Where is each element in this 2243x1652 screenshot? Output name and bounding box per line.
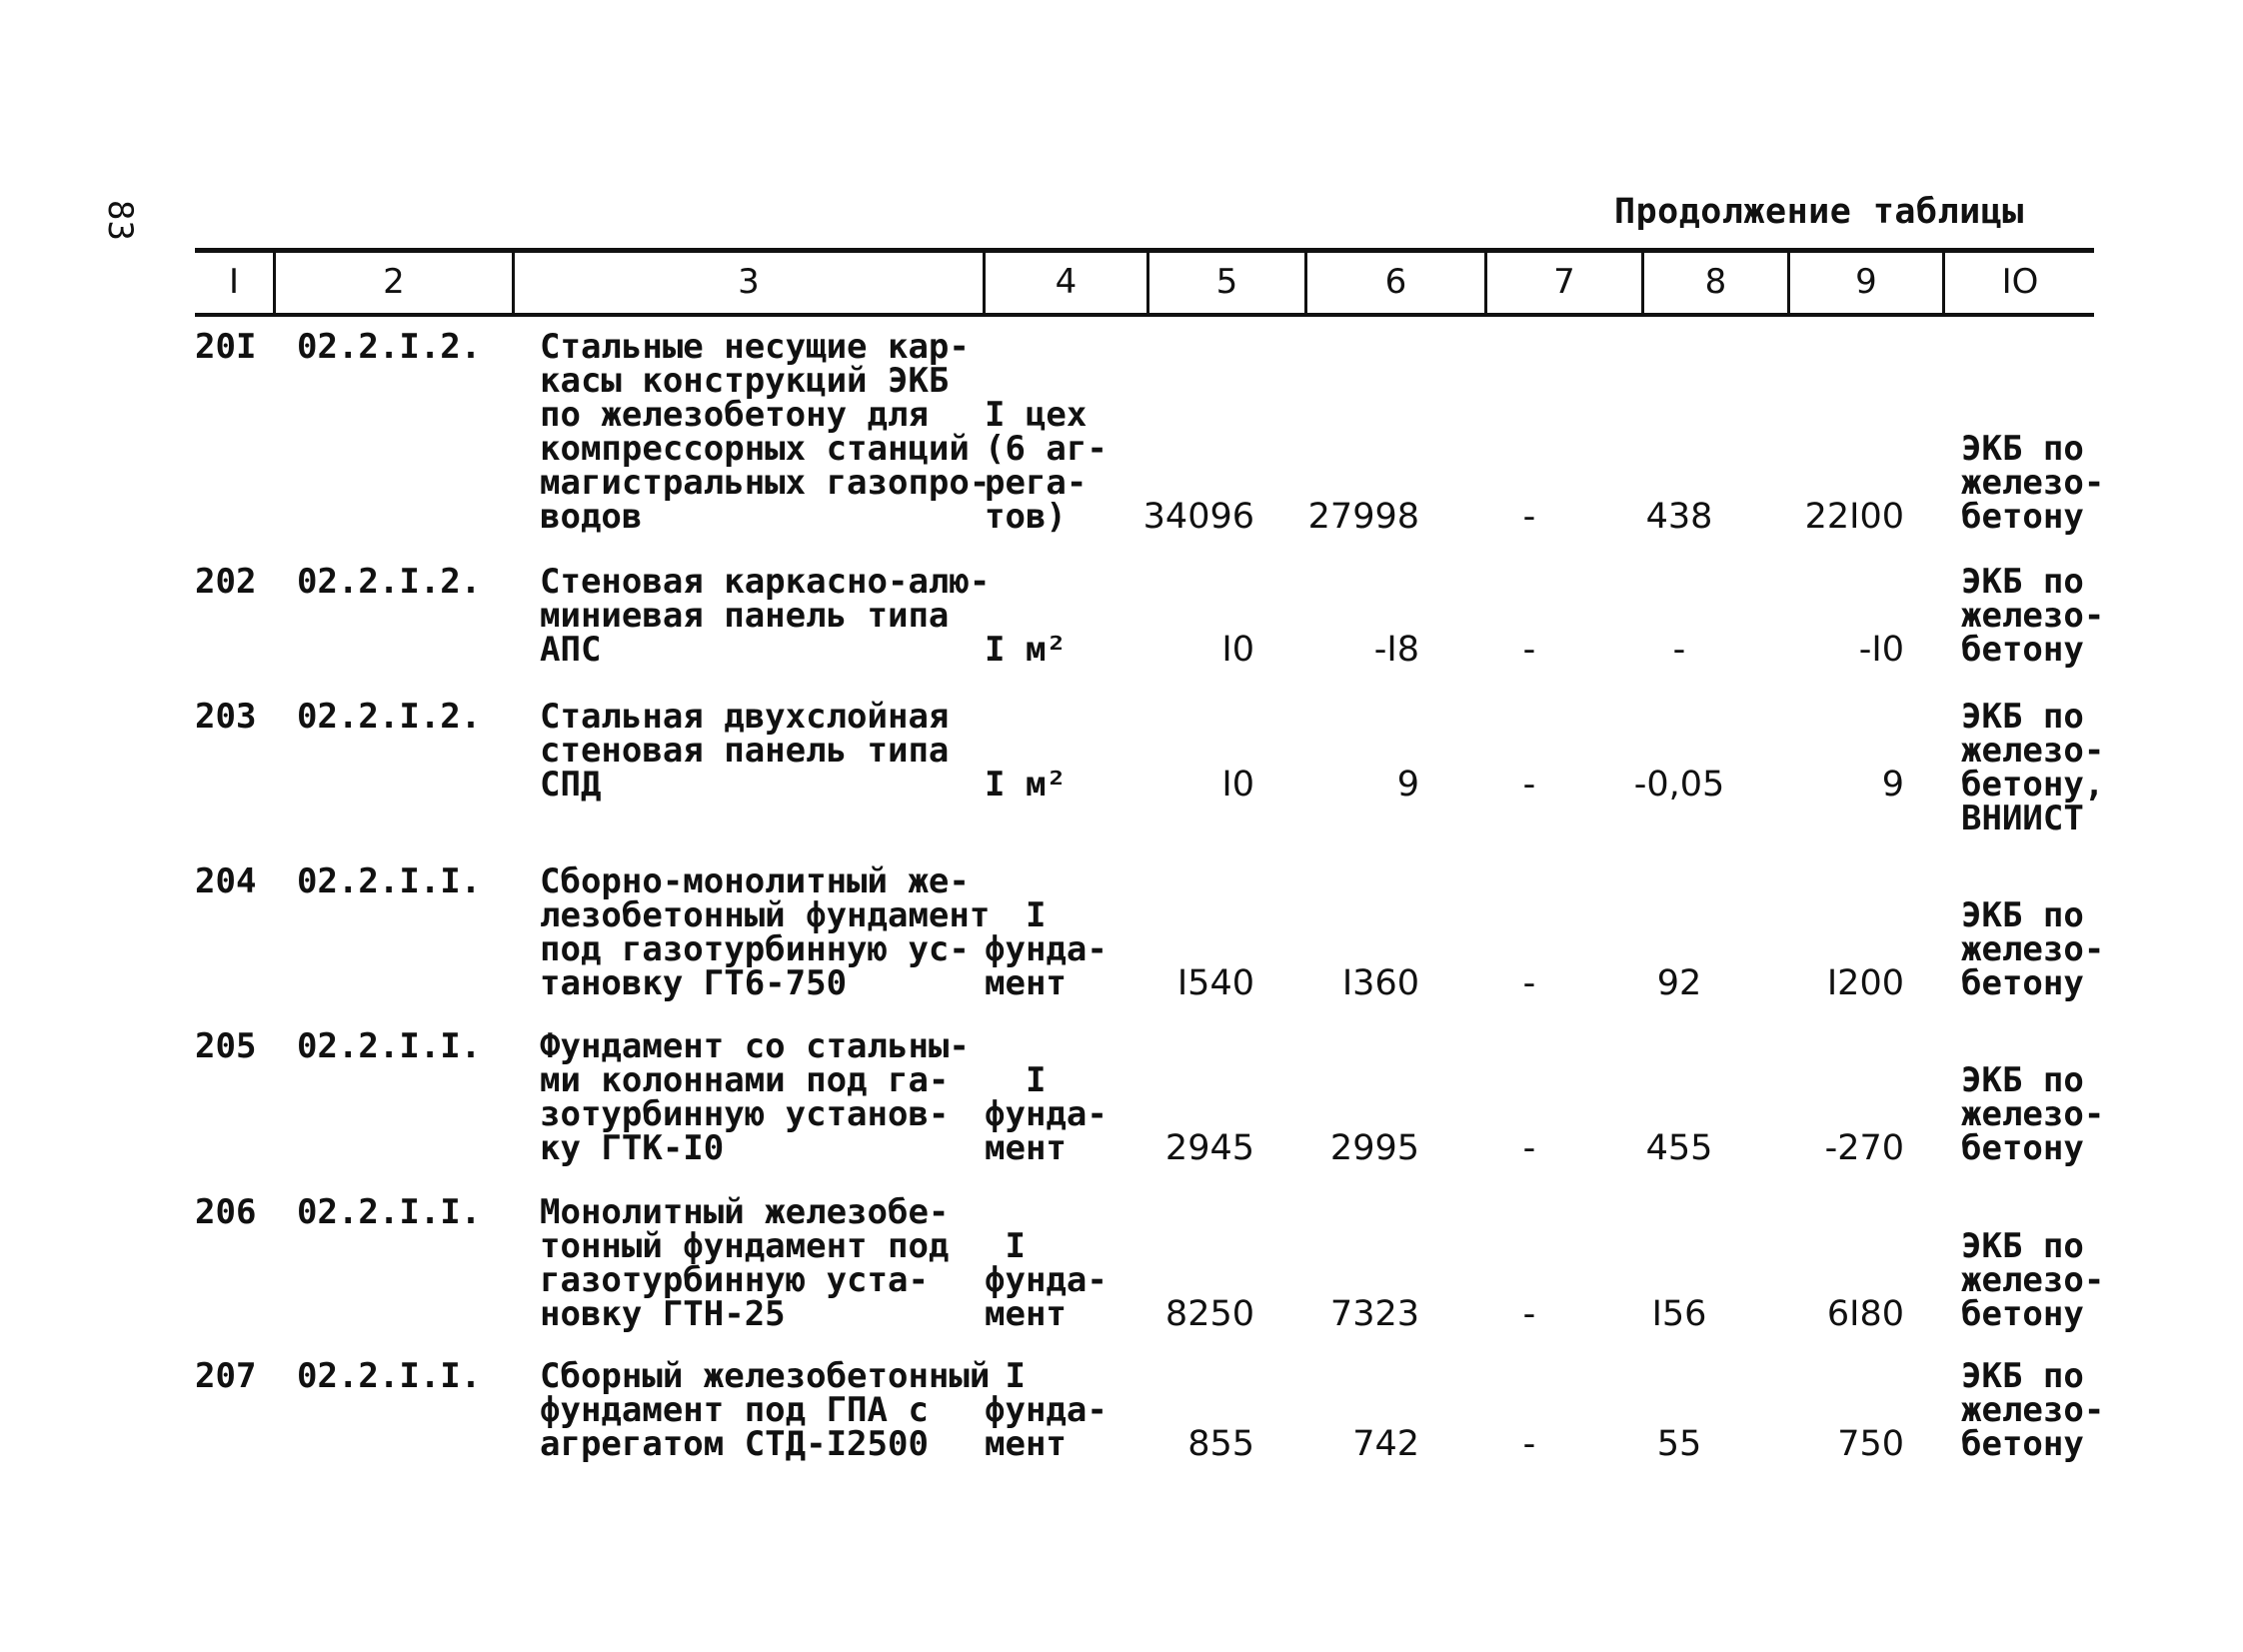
row-value-7: - [1522,963,1536,1003]
row-value-5: 8250 [1164,1294,1254,1334]
row-description: Стальные несущие кар- касы конструкций ЭКБ по железобетону для компрессорных станций магистральных газопро- водов [540,327,991,537]
row-value-5: I0 [1221,630,1254,670]
row-code: 02.2.I.2. [297,562,482,602]
row-unit: I м² [985,765,1067,805]
row-unit: I фунда- мент [985,1356,1108,1464]
row-unit: I цех (6 аг- рега- тов) [985,395,1108,537]
row-value-9: 6I80 [1826,1294,1904,1334]
row-value-9: -270 [1824,1128,1904,1168]
row-number: 207 [195,1356,257,1396]
row-description: Фундамент со стальны- ми колоннами под га- зотурбинную установ- ку ГТК-I0 [540,1026,970,1168]
row-value-7: - [1522,1294,1536,1334]
row-value-7: - [1522,765,1536,805]
column-number-1: I [228,262,240,302]
column-number-8: 8 [1704,262,1727,302]
row-value-9: 750 [1837,1424,1904,1464]
column-number-3: 3 [738,262,760,302]
row-value-9: 22I00 [1804,497,1904,537]
row-value-7: - [1522,1128,1536,1168]
row-source: ЭКБ по железо- бетону [1961,895,2105,1003]
row-value-5: I0 [1221,765,1254,805]
row-code: 02.2.I.2. [297,697,482,737]
row-source: ЭКБ по железо- бетону [1961,1060,2105,1168]
row-value-5: 2945 [1164,1128,1254,1168]
row-code: 02.2.I.I. [297,861,482,901]
table-row [0,562,2243,670]
row-code: 02.2.I.2. [297,327,482,367]
row-code: 02.2.I.I. [297,1192,482,1232]
row-value-6: I360 [1341,963,1419,1003]
row-unit: I фунда- мент [985,895,1108,1003]
row-value-5: 34096 [1142,497,1254,537]
row-value-9: 9 [1881,765,1904,805]
row-source: ЭКБ по железо- бетону [1961,1356,2105,1464]
row-value-6: 7323 [1329,1294,1419,1334]
row-value-8: -0,05 [1633,765,1725,805]
row-number: 204 [195,861,257,901]
table-row [0,697,2243,838]
row-code: 02.2.I.I. [297,1356,482,1396]
row-value-6: 742 [1352,1424,1419,1464]
table-row [0,1356,2243,1464]
column-number-10: IO [2001,262,2039,302]
row-number: 203 [195,697,257,737]
row-value-8: 92 [1656,963,1702,1003]
row-source: ЭКБ по железо- бетону [1961,429,2105,537]
table-row [0,1026,2243,1168]
row-value-7: - [1522,1424,1536,1464]
page-number: 83 [100,200,140,241]
row-value-9: -I0 [1858,630,1904,670]
row-value-8: 438 [1645,497,1713,537]
row-value-8: 455 [1645,1128,1713,1168]
row-value-6: -I8 [1373,630,1419,670]
row-code: 02.2.I.I. [297,1026,482,1066]
row-number: 20I [195,327,257,367]
row-value-5: 855 [1187,1424,1254,1464]
row-value-6: 27998 [1307,497,1419,537]
column-number-9: 9 [1855,262,1877,302]
row-value-7: - [1522,630,1536,670]
row-unit: I фунда- мент [985,1060,1108,1168]
column-number-6: 6 [1384,262,1407,302]
row-value-6: 2995 [1329,1128,1419,1168]
row-description: Стеновая каркасно-алю- миниевая панель типа АПС [540,562,991,670]
row-value-7: - [1522,497,1536,537]
row-value-8: 55 [1656,1424,1702,1464]
row-description: Стальная двухслойная стеновая панель типа СПД [540,697,950,805]
row-unit: I фунда- мент [985,1226,1108,1334]
column-number-5: 5 [1215,262,1238,302]
column-number-4: 4 [1055,262,1078,302]
row-description: Монолитный железобе- тонный фундамент под газотурбинную уста- новку ГТН-25 [540,1192,950,1334]
row-description: Сборный железобетонный фундамент под ГПА с агрегатом СТД-I2500 [540,1356,991,1464]
table-header-rule [195,313,2094,317]
row-value-6: 9 [1396,765,1419,805]
row-number: 205 [195,1026,257,1066]
table-row [0,327,2243,537]
row-value-9: I200 [1826,963,1904,1003]
row-value-8: - [1672,630,1686,670]
table-caption: Продолжение таблицы [1614,192,2024,232]
table-row [0,1192,2243,1334]
column-number-2: 2 [383,262,405,302]
row-source: ЭКБ по железо- бетону [1961,1226,2105,1334]
row-unit: I м² [985,630,1067,670]
row-number: 202 [195,562,257,602]
row-source: ЭКБ по железо- бетону, ВНИИСТ [1961,697,2105,838]
column-number-7: 7 [1553,262,1575,302]
row-description: Сборно-монолитный же- лезобетонный фундамент под газотурбинную ус- тановку ГТ6-750 [540,861,991,1003]
row-number: 206 [195,1192,257,1232]
row-value-5: I540 [1176,963,1254,1003]
row-source: ЭКБ по железо- бетону [1961,562,2105,670]
row-value-8: I56 [1651,1294,1707,1334]
table-top-rule [195,248,2094,253]
table-row [0,861,2243,1003]
